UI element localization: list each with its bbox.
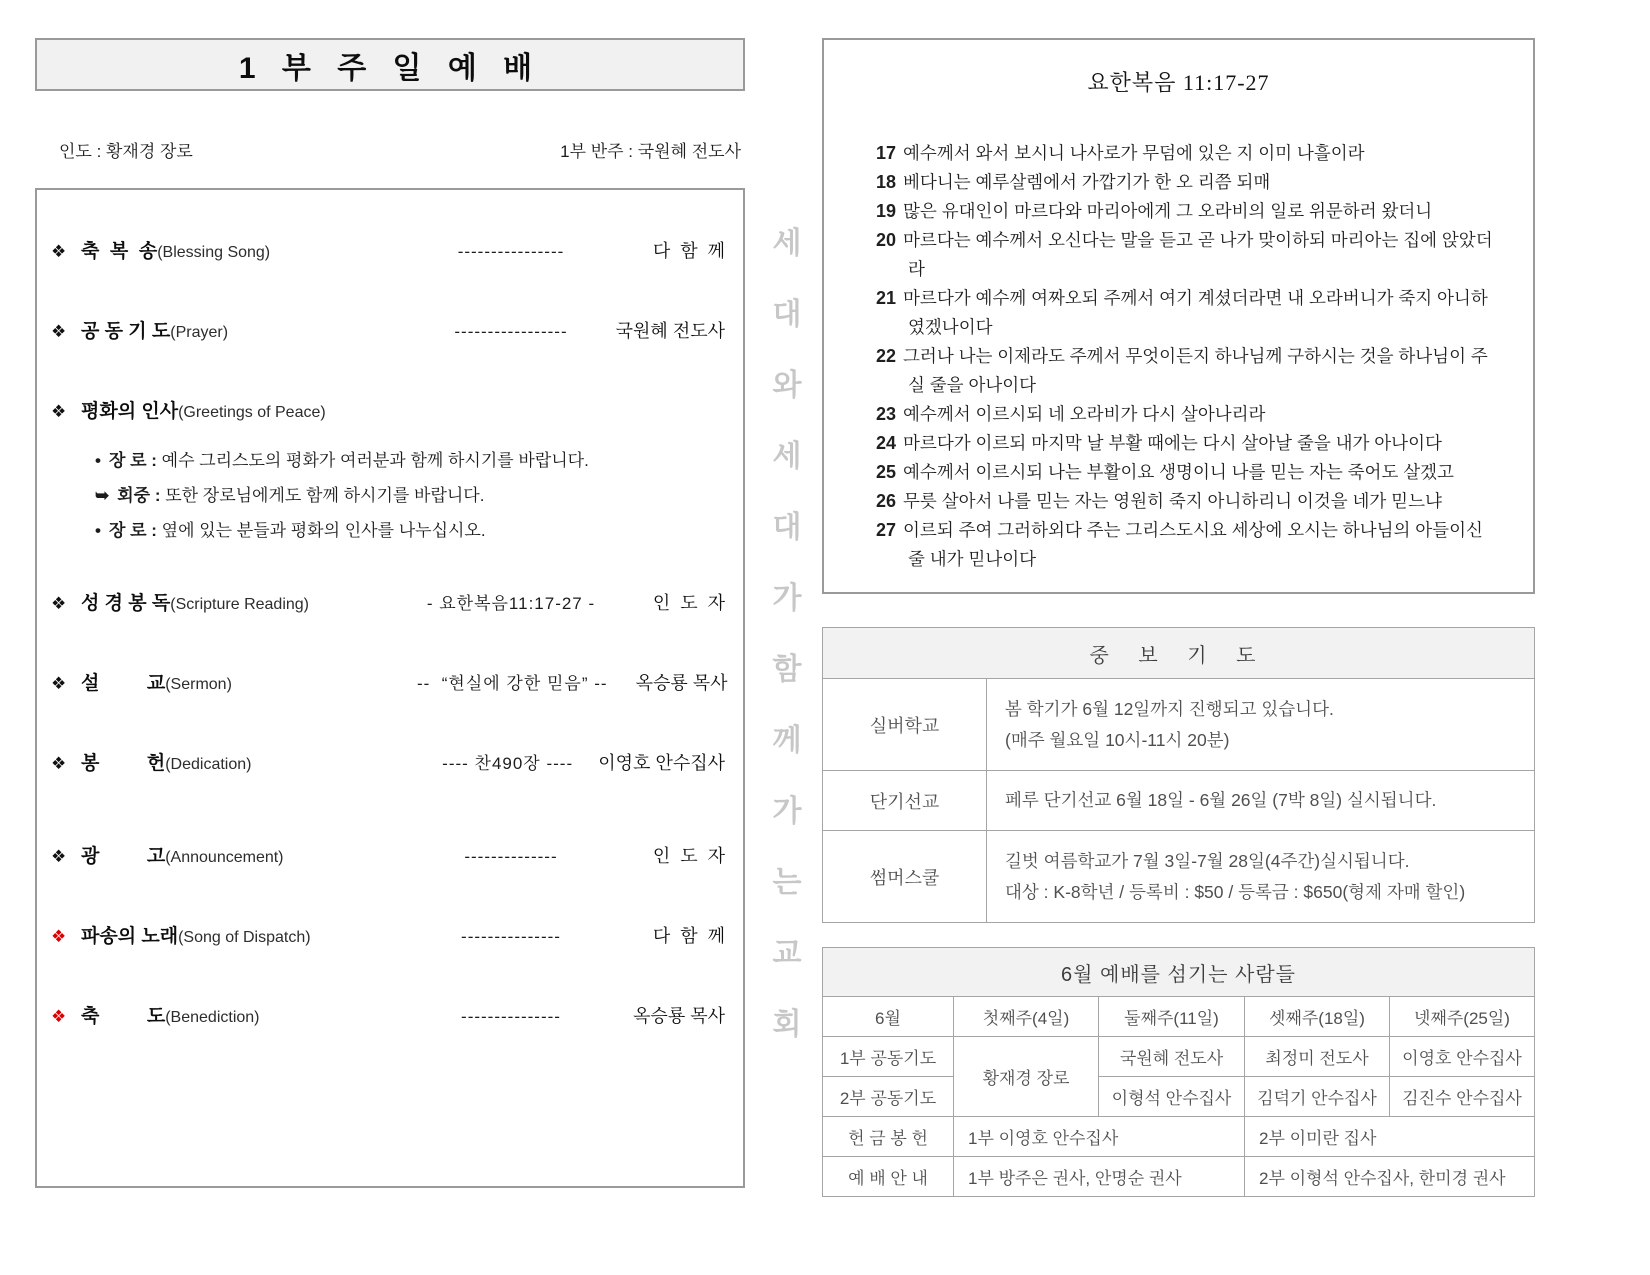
header-week3: 셋째주(18일) xyxy=(1245,997,1390,1037)
item-middle: --------------- xyxy=(461,1007,561,1026)
item-performer: 옥승룡 목사 xyxy=(633,1006,725,1026)
verse-number: 23 xyxy=(876,404,897,424)
verse-number: 22 xyxy=(876,346,897,366)
order-item-dedication xyxy=(51,748,725,775)
motto-char: 대 xyxy=(772,298,802,331)
detail-line: 페루 단기선교 6월 18일 - 6월 26일 (7박 8일) 실시됩니다. xyxy=(1005,790,1437,810)
item-performer: 국원혜 전도사 xyxy=(615,321,725,341)
accompanist-text: 1부 반주 : 국원혜 전도사 xyxy=(560,142,741,161)
greeting-speaker: 장 로 : xyxy=(108,521,157,540)
verse-text: 마르다는 예수께서 오신다는 말을 듣고 곧 나가 맞이하되 마리아는 집에 앉았더라 xyxy=(903,230,1493,279)
cell: 1부 방주은 권사, 안명순 권사 xyxy=(954,1157,1245,1197)
verse-row xyxy=(876,487,1495,516)
serving-header-row xyxy=(823,997,1535,1037)
order-of-worship-box xyxy=(35,188,745,1188)
diamond-icon-red: ❖ xyxy=(51,1007,67,1026)
verse-text: 베다니는 예루살렘에서 가깝기가 한 오 리쯤 되매 xyxy=(903,172,1271,192)
vertical-motto-text xyxy=(764,228,810,1040)
motto-char: 함 xyxy=(772,653,802,686)
verse-row xyxy=(876,429,1495,458)
serving-table-title: 6월 예배를 섬기는 사람들 xyxy=(823,948,1535,997)
section-title-box xyxy=(35,38,745,91)
item-label-ko: 봉 헌 xyxy=(81,753,166,774)
leader-text: 인도 : 황재경 장로 xyxy=(59,142,193,161)
bullet-dot-icon: • xyxy=(95,451,101,470)
greetings-dialog xyxy=(95,443,725,548)
item-label-ko: 축 복 송 xyxy=(81,241,158,262)
verse-number: 17 xyxy=(876,143,897,163)
motto-char: 께 xyxy=(772,724,802,757)
serving-row-prayer-2 xyxy=(823,1077,1535,1117)
intercession-row-summer-school xyxy=(823,831,1535,923)
motto-char: 세 xyxy=(772,227,802,260)
cell: 1부 이영호 안수집사 xyxy=(954,1117,1245,1157)
diamond-icon: ❖ xyxy=(51,402,67,421)
verse-text: 예수께서 이르시되 네 오라비가 다시 살아나리라 xyxy=(903,404,1266,424)
item-label-ko: 파송의 노래 xyxy=(81,926,179,947)
cell: 최정미 전도사 xyxy=(1245,1037,1390,1077)
verse-number: 20 xyxy=(876,230,897,250)
item-label-en: (Announcement) xyxy=(165,849,284,866)
verse-number: 25 xyxy=(876,462,897,482)
item-label-en: (Scripture Reading) xyxy=(170,596,309,613)
item-middle: --------------- xyxy=(461,927,561,946)
verse-row xyxy=(876,400,1495,429)
serving-schedule-table xyxy=(822,947,1535,1197)
item-label-en: (Song of Dispatch) xyxy=(178,929,311,946)
verse-row xyxy=(876,284,1495,342)
item-label-ko: 평화의 인사 xyxy=(81,401,179,422)
greeting-line xyxy=(95,513,725,548)
verse-text: 예수께서 와서 보시니 나사로가 무덤에 있은 지 이미 나흘이라 xyxy=(903,143,1365,163)
item-label-ko: 축 도 xyxy=(81,1006,166,1027)
verse-number: 26 xyxy=(876,491,897,511)
intercession-table xyxy=(822,627,1535,923)
item-label-en: (Benediction) xyxy=(165,1009,260,1026)
diamond-icon: ❖ xyxy=(51,594,67,613)
greeting-text: 예수 그리스도의 평화가 여러분과 함께 하시기를 바랍니다. xyxy=(161,451,589,470)
verse-text: 마르다가 예수께 여짜오되 주께서 여기 계셨더라면 내 오라버니가 죽지 아니하였겠나이다 xyxy=(903,288,1488,337)
verse-text: 많은 유대인이 마르다와 마리아에게 그 오라비의 일로 위문하러 왔더니 xyxy=(903,201,1433,221)
greeting-speaker: 회중 : xyxy=(117,486,161,505)
cell: 이형석 안수집사 xyxy=(1099,1077,1245,1117)
item-label-en: (Sermon) xyxy=(165,676,232,693)
motto-char: 대 xyxy=(772,511,802,544)
row-label: 헌 금 봉 헌 xyxy=(823,1117,954,1157)
item-label-en: (Prayer) xyxy=(170,324,229,341)
item-label-en: (Greetings of Peace) xyxy=(178,404,326,421)
motto-char: 교 xyxy=(772,937,802,970)
spanning-cell: 황재경 장로 xyxy=(954,1037,1099,1117)
verse-row xyxy=(876,168,1495,197)
cell: 2부 이미란 집사 xyxy=(1245,1117,1535,1157)
verse-row xyxy=(876,342,1495,400)
serving-row-ushers xyxy=(823,1157,1535,1197)
item-middle: -------------- xyxy=(464,847,558,866)
order-item-prayer xyxy=(51,316,725,343)
motto-char: 와 xyxy=(772,369,802,402)
motto-char: 회 xyxy=(772,1008,802,1041)
order-item-benediction xyxy=(51,1001,725,1028)
order-item-blessing-song xyxy=(51,236,725,263)
motto-char: 가 xyxy=(772,795,802,828)
motto-char: 가 xyxy=(772,582,802,615)
item-label-ko: 성 경 봉 독 xyxy=(81,593,171,614)
item-performer: 다 함 께 xyxy=(652,241,725,261)
serving-row-offering xyxy=(823,1117,1535,1157)
cell: 김덕기 안수집사 xyxy=(1245,1077,1390,1117)
order-item-greetings xyxy=(51,396,725,423)
row-label: 예 배 안 내 xyxy=(823,1157,954,1197)
cell: 국원혜 전도사 xyxy=(1099,1037,1245,1077)
scripture-and-tables-column xyxy=(822,38,1535,1197)
header-week1: 첫째주(4일) xyxy=(954,997,1099,1037)
item-performer: 옥승룡 목사 xyxy=(635,673,728,693)
item-middle: ----------------- xyxy=(454,322,568,341)
item-performer: 인 도 자 xyxy=(652,593,725,613)
item-middle: - 요한복음11:17-27 - xyxy=(426,594,596,613)
verse-text: 마르다가 이르되 마지막 날 부활 때에는 다시 살아날 줄을 내가 아나이다 xyxy=(903,433,1442,453)
page-title: 1 부 주 일 예 배 xyxy=(238,51,542,85)
verse-number: 21 xyxy=(876,288,897,308)
item-middle: ---------------- xyxy=(457,242,565,261)
item-performer: 인 도 자 xyxy=(652,846,725,866)
greeting-line xyxy=(95,478,725,513)
row-label: 1부 공동기도 xyxy=(823,1037,954,1077)
arrow-icon: ➥ xyxy=(95,486,110,505)
serving-row-prayer-1 xyxy=(823,1037,1535,1077)
motto-char: 는 xyxy=(772,866,802,899)
topic-cell: 실버학교 xyxy=(823,679,987,771)
header-week2: 둘째주(11일) xyxy=(1099,997,1245,1037)
item-label-ko: 공 동 기 도 xyxy=(81,321,171,342)
item-middle: -- “현실에 강한 믿음” -- xyxy=(417,674,608,693)
detail-line: 대상 : K-8학년 / 등록비 : $50 / 등록금 : $650(형제 자매 할인) xyxy=(1005,881,1466,902)
verse-number: 27 xyxy=(876,520,897,540)
verse-number: 18 xyxy=(876,172,897,192)
diamond-icon: ❖ xyxy=(51,242,67,261)
diamond-icon: ❖ xyxy=(51,674,67,693)
worship-order-column xyxy=(35,38,745,1188)
verse-text: 예수께서 이르시되 나는 부활이요 생명이니 나를 믿는 자는 죽어도 살겠고 xyxy=(903,462,1454,482)
header-month: 6월 xyxy=(823,997,954,1037)
order-item-scripture-reading xyxy=(51,588,725,615)
order-item-announcement xyxy=(51,841,725,868)
topic-cell: 단기선교 xyxy=(823,771,987,831)
scripture-title: 요한복음 11:17-27 xyxy=(1087,70,1270,95)
verse-row xyxy=(876,226,1495,284)
diamond-icon: ❖ xyxy=(51,322,67,341)
verse-number: 19 xyxy=(876,201,897,221)
diamond-icon: ❖ xyxy=(51,847,67,866)
greeting-text: 또한 장로님에게도 함께 하시기를 바랍니다. xyxy=(165,486,485,505)
cell: 이영호 안수집사 xyxy=(1390,1037,1535,1077)
diamond-icon-red: ❖ xyxy=(51,927,67,946)
verse-row xyxy=(876,197,1495,226)
greeting-speaker: 장 로 : xyxy=(108,451,157,470)
intercession-row-silver-school xyxy=(823,679,1535,771)
header-week4: 넷째주(25일) xyxy=(1390,997,1535,1037)
verse-number: 24 xyxy=(876,433,897,453)
scripture-verses xyxy=(824,139,1533,574)
cell: 2부 이형석 안수집사, 한미경 권사 xyxy=(1245,1157,1535,1197)
topic-cell: 썸머스쿨 xyxy=(823,831,987,923)
cell: 김진수 안수집사 xyxy=(1390,1077,1535,1117)
scripture-box xyxy=(822,38,1535,594)
order-item-song-of-dispatch xyxy=(51,921,725,948)
item-label-en: (Dedication) xyxy=(165,756,252,773)
greeting-text: 옆에 있는 분들과 평화의 인사를 나누십시오. xyxy=(161,521,486,540)
item-performer: 이영호 안수집사 xyxy=(598,753,725,773)
verse-text: 그러나 나는 이제라도 주께서 무엇이든지 하나님께 구하시는 것을 하나님이 주실 줄을 아나이다 xyxy=(903,346,1488,395)
verse-text: 무릇 살아서 나를 믿는 자는 영원히 죽지 아니하리니 이것을 네가 믿느냐 xyxy=(903,491,1442,511)
detail-line: 봄 학기가 6월 12일까지 진행되고 있습니다. xyxy=(1005,698,1334,719)
order-item-sermon xyxy=(51,668,728,695)
motto-char: 세 xyxy=(772,440,802,473)
greeting-line xyxy=(95,443,725,478)
detail-line: 길벗 여름학교가 7월 3일-7월 28일(4주간)실시됩니다. xyxy=(1005,850,1410,871)
item-label-ko: 광 고 xyxy=(81,846,166,867)
row-label: 2부 공동기도 xyxy=(823,1077,954,1117)
item-middle: ---- 찬490장 ---- xyxy=(442,754,574,773)
detail-line: (매주 월요일 10시-11시 20분) xyxy=(1005,729,1230,750)
diamond-icon: ❖ xyxy=(51,754,67,773)
leader-row xyxy=(35,137,745,162)
intercession-row-short-term-mission xyxy=(823,771,1535,831)
item-performer: 다 함 께 xyxy=(652,926,725,946)
intercession-title: 중 보 기 도 xyxy=(823,628,1535,679)
verse-row xyxy=(876,458,1495,487)
bullet-dot-icon: • xyxy=(95,521,101,540)
verse-row xyxy=(876,516,1495,574)
verse-text: 이르되 주여 그러하외다 주는 그리스도시요 세상에 오시는 하나님의 아들이신 줄 내가 믿나이다 xyxy=(903,520,1483,569)
item-label-ko: 설 교 xyxy=(81,673,166,694)
item-label-en: (Blessing Song) xyxy=(157,244,271,261)
verse-row xyxy=(876,139,1495,168)
